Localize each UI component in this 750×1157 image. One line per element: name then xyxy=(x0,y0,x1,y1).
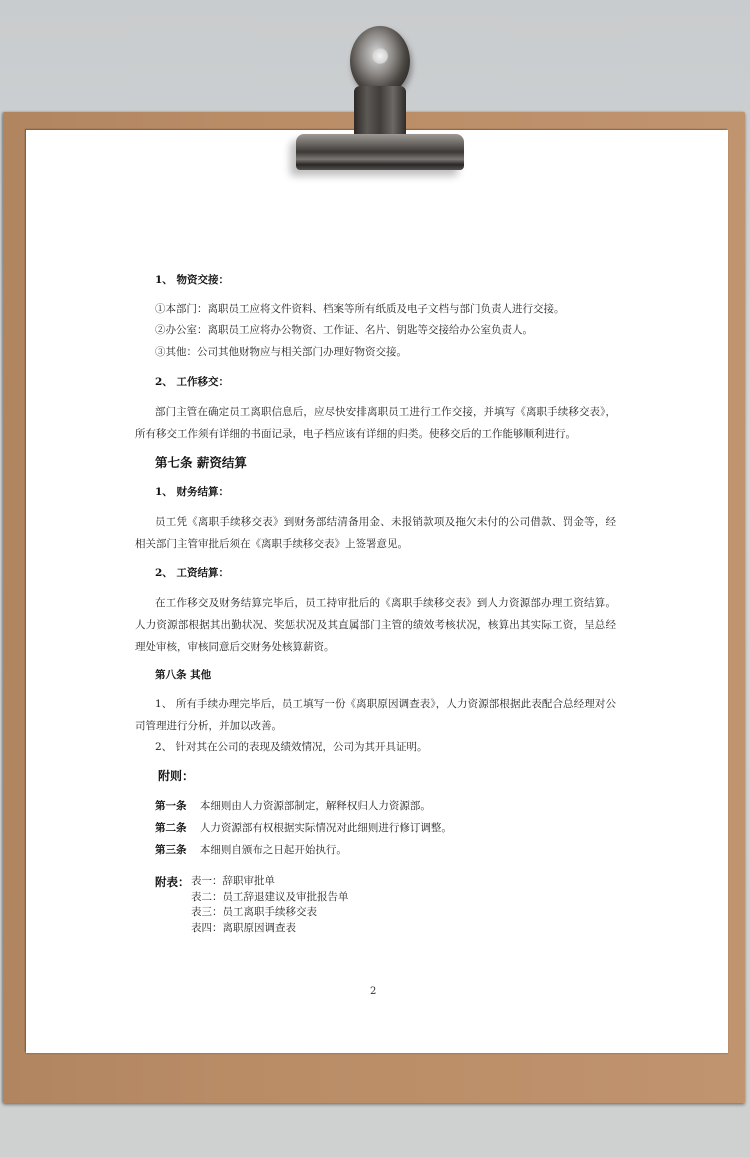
binder-clip-icon xyxy=(296,24,464,174)
materials-item-office: ②办公室：离职员工应将办公物资、工作证、名片、钥匙等交接给办公室负责人。 xyxy=(155,324,533,336)
article8-item1: 1、 所有手续办理完毕后，员工填写一份《离职原因调查表》，人力资源部根据此表配合总经理对公司管理进行分析，并加以改善。 xyxy=(135,698,616,732)
clip-hole xyxy=(372,48,388,64)
page-number: 2 xyxy=(370,986,377,997)
clip-base xyxy=(296,134,464,170)
heading-work-handover: 2、 工作移交： xyxy=(155,376,229,388)
article-label: 第一条 xyxy=(155,800,187,812)
finance-settlement-body: 员工凭《离职手续移交表》到财务部结清备用金、未报销款项及拖欠未付的公司借款、罚金等，经相关部门主管审批后须在《离职手续移交表》上签署意见。 xyxy=(135,516,616,550)
article7-title: 第七条 薪资结算 xyxy=(155,455,247,470)
annex-table-list xyxy=(191,874,349,936)
supplementary-article-1 xyxy=(155,796,431,817)
article-text: 本细则自颁布之日起开始执行。 xyxy=(199,844,347,856)
heading-finance-settlement: 1、 财务结算： xyxy=(155,486,229,498)
annex-item: 表三：员工离职手续移交表 xyxy=(191,906,317,918)
article8-title: 第八条 其他 xyxy=(155,669,212,681)
annex-label: 附表： xyxy=(155,875,190,889)
article-text: 人力资源部有权根据实际情况对此细则进行修订调整。 xyxy=(199,822,452,834)
work-handover-body: 部门主管在确定员工离职信息后，应尽快安排离职员工进行工作交接，并填写《离职手续移交表》，所有移交工作须有详细的书面记录，电子档应该有详细的归类。使移交后的工作能够顺利进行。 xyxy=(135,406,616,440)
materials-item-dept: ①本部门：离职员工应将文件资料、档案等所有纸质及电子文档与部门负责人进行交接。 xyxy=(155,303,565,315)
supplementary-article-3 xyxy=(155,840,347,861)
heading-materials-handover: 1、 物资交接： xyxy=(155,274,229,286)
article-label: 第二条 xyxy=(155,822,187,834)
annex-item: 表四：离职原因调查表 xyxy=(191,921,296,934)
materials-item-other: ③其他：公司其他财物应与相关部门办理好物资交接。 xyxy=(155,346,407,358)
annex-item: 表一：辞职审批单 xyxy=(191,875,275,887)
heading-salary-settlement: 2、 工资结算： xyxy=(155,567,229,579)
article-text: 本细则由人力资源部制定，解释权归人力资源部。 xyxy=(199,800,431,812)
article-label: 第三条 xyxy=(155,844,187,856)
supplementary-article-2 xyxy=(155,818,452,839)
supplementary-title: 附则： xyxy=(158,769,195,783)
annex-item: 表二：员工辞退建议及审批报告单 xyxy=(191,890,349,903)
salary-settlement-body: 在工作移交及财务结算完毕后，员工持审批后的《离职手续移交表》到人力资源部办理工资结算。人力资源部根据其出勤状况、奖惩状况及其直属部门主管的绩效考核状况，核算出其实际工资，呈总经理处审核，审核同意后交财务处核算薪资。 xyxy=(135,597,616,653)
article8-item2: 2、 针对其在公司的表现及绩效情况，公司为其开具证明。 xyxy=(155,741,428,753)
